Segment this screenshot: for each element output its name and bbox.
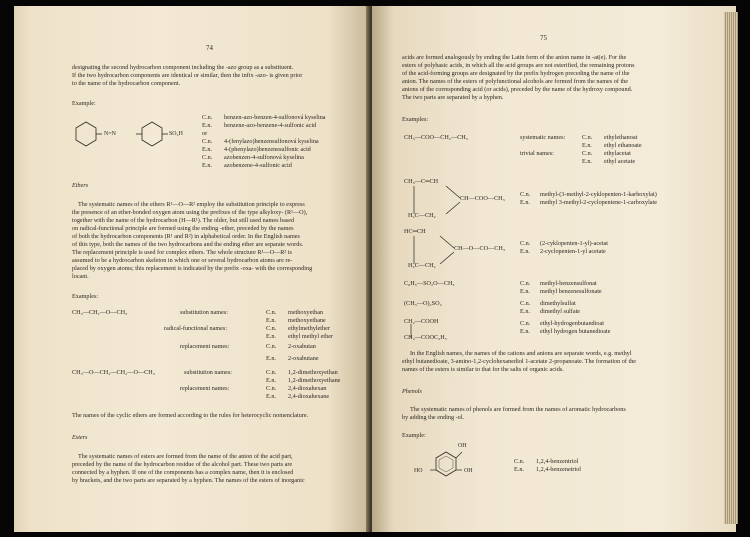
page-number: 75 [540, 34, 547, 42]
section-heading: Ethers [72, 182, 89, 189]
lang-tag: E.n. [520, 199, 530, 206]
compound-name: azobenzene-4-sulfonic acid [224, 162, 292, 169]
page-number: 74 [206, 44, 213, 52]
compound-name: methyl benzenesulfonate [540, 288, 602, 295]
intro-line: If the two hydrocarbon components are identical or similar, then the infix -azo- is given prior [72, 72, 303, 79]
body-line: on radical-functional principle are formed using the ending -ether, preceded by the names [72, 225, 294, 232]
body-line: placed by oxygen atoms; this replacement is indicated by the prefix -oxa- with the corresponding [72, 265, 313, 272]
compound-name: methyl 3-methyl-2-cyclopentene-1-carboxylate [540, 199, 657, 206]
body-line: preceded by the name of the hydrocarbon residue of the alcohol part. These two parts are [72, 461, 293, 468]
name-kind: replacement names: [180, 343, 230, 350]
compound-name: ethylethanoat [604, 134, 638, 141]
lang-tag: E.n. [266, 355, 276, 362]
compound-name: ethylmethylether [288, 325, 330, 332]
formula-top: CH₃—C═CH [404, 178, 439, 185]
lang-tag: C.n. [202, 138, 213, 145]
compound-name: dimethylsulfat [540, 300, 576, 307]
lang-tag: C.n. [520, 240, 531, 247]
name-kind: substitution names: [184, 369, 232, 376]
lang-tag: E.n. [266, 333, 276, 340]
lang-tag: E.n. [520, 248, 530, 255]
body-line: of both the hydrocarbon components (R¹ and R²) in alphabetical order. In the English names [72, 233, 300, 240]
compound-name: ethyl hydrogen butanedioate [540, 328, 611, 335]
body-line: ethyl butanedioate, 3-amino-1,2-cyclohexanediol 1-acetate 2-propanoate. The formation of the [402, 358, 637, 365]
lang-tag: E.n. [520, 308, 530, 315]
compound-name: benzene-azo-benzene-4-sulfonic acid [224, 122, 317, 129]
body-line: assumed to be a hydrocarbon skeleton in which one or several hydrocarbon atoms are re- [72, 257, 293, 264]
compound-name: 2,4-dioxahexan [288, 385, 327, 392]
body-line: connected by a hyphen. If one of the components has a complex name, then it is enclosed [72, 469, 294, 476]
compound-name: dimethyl sulfate [540, 308, 581, 315]
formula: CH₃—CH₂—O—CH₃ [72, 309, 128, 316]
formula-bot: H₂C—CH₂ [408, 262, 436, 269]
name-kind: trivial names: [520, 150, 554, 157]
lang-tag: E.n. [266, 317, 276, 324]
azo-link: N=N [104, 131, 116, 137]
body-line: The replacement principle is used for complex ethers. The whole structure R¹—O—R² is [72, 249, 292, 256]
body-line: locant. [72, 273, 89, 280]
lang-tag: C.n. [582, 150, 593, 157]
compound-name: methoxyethan [288, 309, 324, 316]
compound-name: methyl-benzensulfonat [540, 280, 597, 287]
azobenzene-structure [72, 118, 212, 154]
body-line: The systematic names of phenols are formed from the names of aromatic hydrocarbons [410, 406, 626, 413]
lang-tag: C.n. [582, 134, 593, 141]
body-line: of this type, both the names of the two hydrocarbons and the ending ether are separate words. [72, 241, 304, 248]
intro-line: acids are formed analogously by ending the Latin form of the anion name in -at(e). For the [402, 54, 627, 61]
compound-name: ethyl ethanoate [604, 142, 642, 149]
lang-tag: C.n. [266, 309, 277, 316]
name-kind: radical-functional names: [164, 325, 228, 332]
lang-tag: C.n. [266, 325, 277, 332]
name-kind: replacement names: [180, 385, 230, 392]
intro-line: anion. The names of the esters of polyfunctional alcohols are formed from the names of the [402, 78, 629, 85]
compound-name: benzen-azo-benzen-4-sulfonová kyselina [224, 114, 326, 121]
formula-bot: H₂C—CH₂ [408, 212, 436, 219]
compound-name: methyl-(3-methyl-2-cyklopenten-1-karboxylat) [540, 191, 657, 198]
lang-tag: E.n. [202, 162, 212, 169]
body-line: The systematic names of esters are formed from the name of the anion of the acid part, [78, 453, 293, 460]
body-line: In the English names, the names of the cations and anions are separate words, e.g. methyl [410, 350, 632, 357]
compound-name: 2,4-dioxahexane [288, 393, 330, 400]
compound-name: 4-(phenylazo)benzenesulfonic acid [224, 146, 311, 153]
formula-mid: CH—COO—CH₃ [460, 195, 505, 202]
formula-top: HC═CH [404, 228, 426, 235]
formula-bot: CH₂—COOC₂H₅ [404, 334, 447, 341]
oh-label: OH [464, 468, 473, 474]
compound-name: ethyl-hydrogenbutandioat [540, 320, 604, 327]
intro-line: esters of polybasic acids, in which all the acid groups are not esterified, the remaining protons [402, 62, 635, 69]
lang-tag: E.n. [202, 122, 212, 129]
lang-tag: C.n. [520, 191, 531, 198]
section-heading: Phenols [402, 388, 422, 395]
body-line: by brackets, and the two parts are separated by a hyphen. The names of the esters of inorganic [72, 477, 305, 484]
compound-name: ethyl methyl ether [288, 333, 334, 340]
compound-name: 1,2,4-benzentriol [536, 458, 579, 465]
lang-tag: E.n. [514, 466, 524, 473]
intro-line: to the name of the hydrocarbon component. [72, 80, 181, 87]
page-edges [724, 12, 738, 524]
formula: (CH₃—O)₂SO₂ [404, 300, 442, 307]
lang-tag: E.n. [520, 328, 530, 335]
intro-line: designating the second hydrocarbon component including the -azo group as a substituent. [72, 64, 294, 71]
formula: C₆H₅—SO₂O—CH₃ [404, 280, 455, 287]
intro-line: The two parts are separated by a hyphen. [402, 94, 504, 101]
body-line: the presence of an ether-bonded oxygen atom using the prefixes of the type alkyloxy- (R¹—O), [72, 209, 308, 216]
lang-tag: or [202, 130, 208, 137]
lang-tag: E.n. [266, 377, 276, 384]
sulfo-group: SO₃H [169, 131, 183, 137]
lang-tag: E.n. [202, 146, 212, 153]
compound-name: 1,2,4-benzenetriol [536, 466, 582, 473]
body-line: names of the esters is similar to that for the salts of organic acids. [402, 366, 564, 373]
lang-tag: C.n. [266, 385, 277, 392]
body-line: together with the name of the hydrocarbon (H—R¹). The older, but still used names based [72, 217, 295, 224]
compound-name: 2-cyclopenten-1-yl acetate [540, 248, 606, 255]
lang-tag: C.n. [520, 320, 531, 327]
formula-mid: CH—O—CO—CH₃ [454, 245, 505, 252]
intro-line: anions of the corresponding acid (or acids), preceded by the name of the hydroxy compound. [402, 86, 633, 93]
lang-tag: E.n. [582, 142, 592, 149]
formula: CH₃—COO—CH₂—CH₃ [404, 134, 468, 141]
formula-top: CH₂—COOH [404, 318, 439, 325]
intro-line: of the acid-forming groups are designated by the prefix hydrogen preceding the name of the [402, 70, 630, 77]
compound-name: ethylacetat [604, 150, 631, 157]
right-page [372, 6, 736, 532]
oh-label: OH [458, 443, 467, 449]
compound-name: 2-oxabutan [288, 343, 316, 350]
lang-tag: C.n. [520, 300, 531, 307]
compound-name: ethyl acetate [604, 158, 636, 165]
body-line: by adding the ending -ol. [402, 414, 465, 421]
lang-tag: C.n. [514, 458, 525, 465]
oh-label: HO [414, 468, 423, 474]
lang-tag: C.n. [520, 280, 531, 287]
name-kind: systematic names: [520, 134, 566, 141]
lang-tag: C.n. [266, 343, 277, 350]
compound-name: 4-(fenylazo)benzensulfonová kyselina [224, 138, 319, 145]
examples-label: Examples: [402, 116, 429, 123]
lang-tag: E.n. [582, 158, 592, 165]
example-label: Example: [72, 100, 96, 107]
section-heading: Esters [72, 434, 88, 441]
compound-name: 2-oxabutane [288, 355, 319, 362]
lang-tag: C.n. [202, 114, 213, 121]
benzenetriol-structure [422, 446, 482, 486]
lang-tag: C.n. [202, 154, 213, 161]
name-kind: substitution names: [180, 309, 228, 316]
formula: CH₃—O—CH₂—CH₂—O—CH₃ [72, 369, 155, 376]
examples-label: Examples: [72, 293, 99, 300]
body-line: The systematic names of the ethers R¹—O—R² employ the substitution principle to express [78, 201, 305, 208]
compound-name: methoxyethane [288, 317, 326, 324]
compound-name: 1,2-dimethoxyethan [288, 369, 338, 376]
lang-tag: E.n. [266, 393, 276, 400]
example-label: Example: [402, 432, 426, 439]
left-page [14, 6, 370, 532]
lang-tag: C.n. [266, 369, 277, 376]
compound-name: 1,2-dimethoxyethane [288, 377, 341, 384]
compound-name: (2-cyklopenten-1-yl)-acetat [540, 240, 609, 247]
lang-tag: E.n. [520, 288, 530, 295]
cyclic-note: The names of the cyclic ethers are formed according to the rules for heterocyclic nomenclature. [72, 412, 309, 419]
compound-name: azobenzen-4-sulfonová kyselina [224, 154, 304, 161]
